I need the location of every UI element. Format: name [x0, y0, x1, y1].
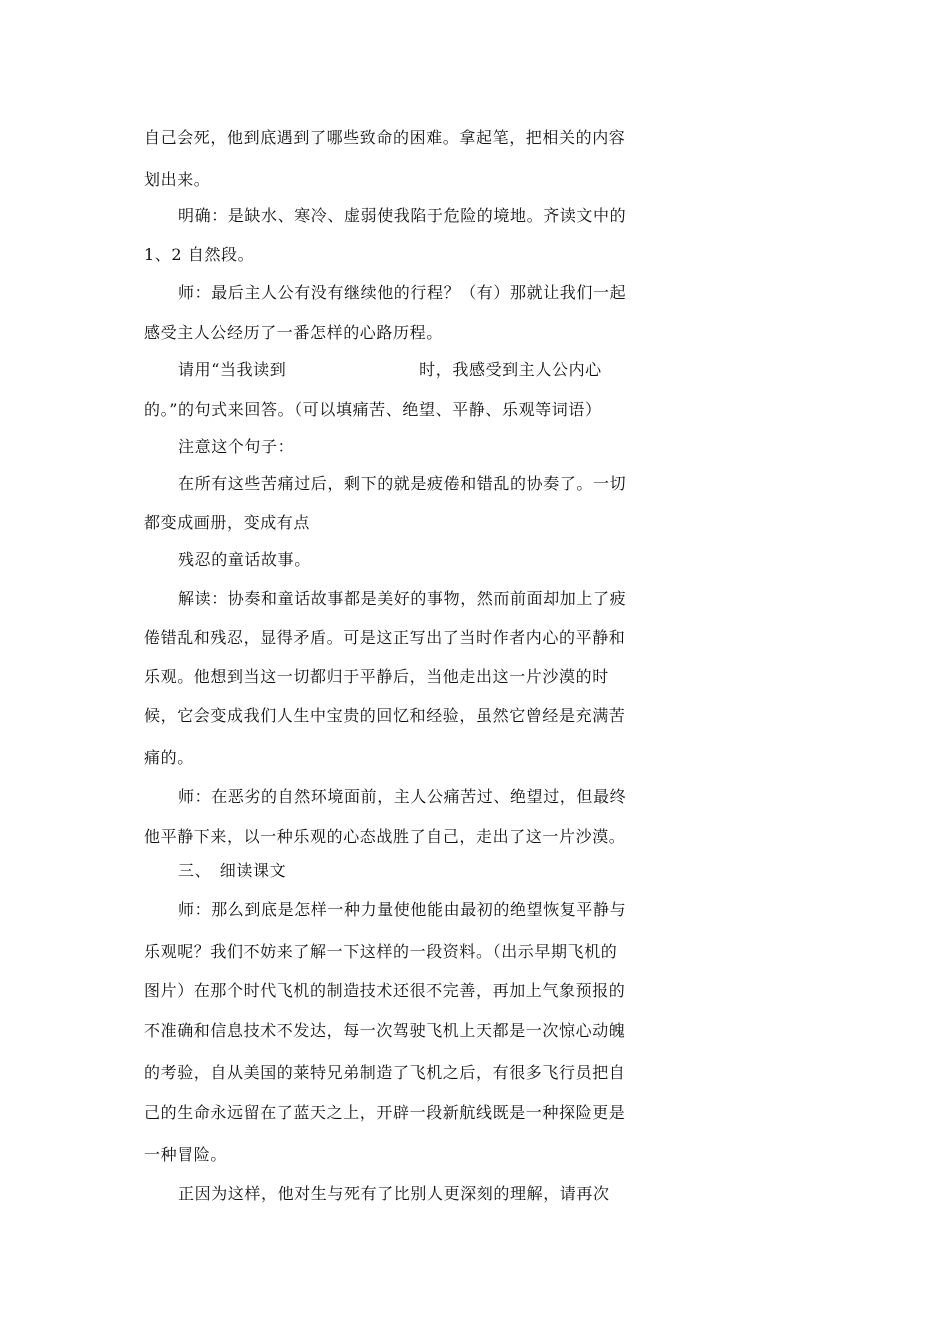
text-line: 在所有这些苦痛过后，剩下的就是疲倦和错乱的协奏了。一切 — [178, 474, 627, 493]
text-line: 自己会死，他到底遇到了哪些致命的困难。拿起笔，把相关的内容 — [144, 128, 626, 147]
text-line: 明确：是缺水、寒冷、虚弱使我陷于危险的境地。齐读文中的 — [178, 206, 627, 225]
text-line: 师：在恶劣的自然环境面前，主人公痛苦过、绝望过，但最终 — [178, 787, 627, 806]
text-line: 己的生命永远留在了蓝天之上，开辟一段新航线既是一种探险更是 — [144, 1103, 626, 1122]
text-line: 感受主人公经历了一番怎样的心路历程。 — [144, 323, 443, 342]
text-line: 一种冒险。 — [144, 1145, 228, 1164]
text-line: 图片）在那个时代飞机的制造技术还很不完善，再加上气象预报的 — [144, 981, 626, 1000]
text-line: 划出来。 — [144, 170, 211, 189]
section-heading: 三、 细读课文 — [178, 861, 287, 880]
text-line: 乐观呢？我们不妨来了解一下这样的一段资料。（出示早期飞机的 — [144, 942, 618, 961]
text-line: 他平静下来，以一种乐观的心态战胜了自己，走出了这一片沙漠。 — [144, 827, 626, 846]
text-line: 请用“当我读到 时，我感受到主人公内心 — [178, 360, 602, 379]
text-line: 痛的。 — [144, 748, 194, 767]
text-line: 注意这个句子： — [178, 437, 295, 456]
text-line: 不准确和信息技术不发达，每一次驾驶飞机上天都是一次惊心动魄 — [144, 1021, 626, 1040]
text-line: 的。”的句式来回答。（可以填痛苦、绝望、平静、乐观等词语） — [144, 400, 602, 419]
text-line: 残忍的童话故事。 — [178, 550, 311, 569]
text-line: 都变成画册，变成有点 — [144, 513, 311, 532]
text-line: 乐观。他想到当这一切都归于平静后，当他走出这一片沙漠的时 — [144, 667, 609, 686]
text-line: 正因为这样，他对生与死有了比别人更深刻的理解，请再次 — [178, 1184, 610, 1203]
text-line: 解读：协奏和童话故事都是美好的事物，然而前面却加上了疲 — [178, 589, 627, 608]
text-line: 师：那么到底是怎样一种力量使他能由最初的绝望恢复平静与 — [178, 900, 627, 919]
text-line: 倦错乱和残忍，显得矛盾。可是这正写出了当时作者内心的平静和 — [144, 628, 626, 647]
text-line: 1、2 自然段。 — [144, 245, 255, 264]
text-line: 师：最后主人公有没有继续他的行程？（有）那就让我们一起 — [178, 283, 627, 302]
text-line: 候，它会变成我们人生中宝贵的回忆和经验，虽然它曾经是充满苦 — [144, 706, 626, 725]
text-line: 的考验，自从美国的莱特兄弟制造了飞机之后，有很多飞行员把自 — [144, 1063, 626, 1082]
